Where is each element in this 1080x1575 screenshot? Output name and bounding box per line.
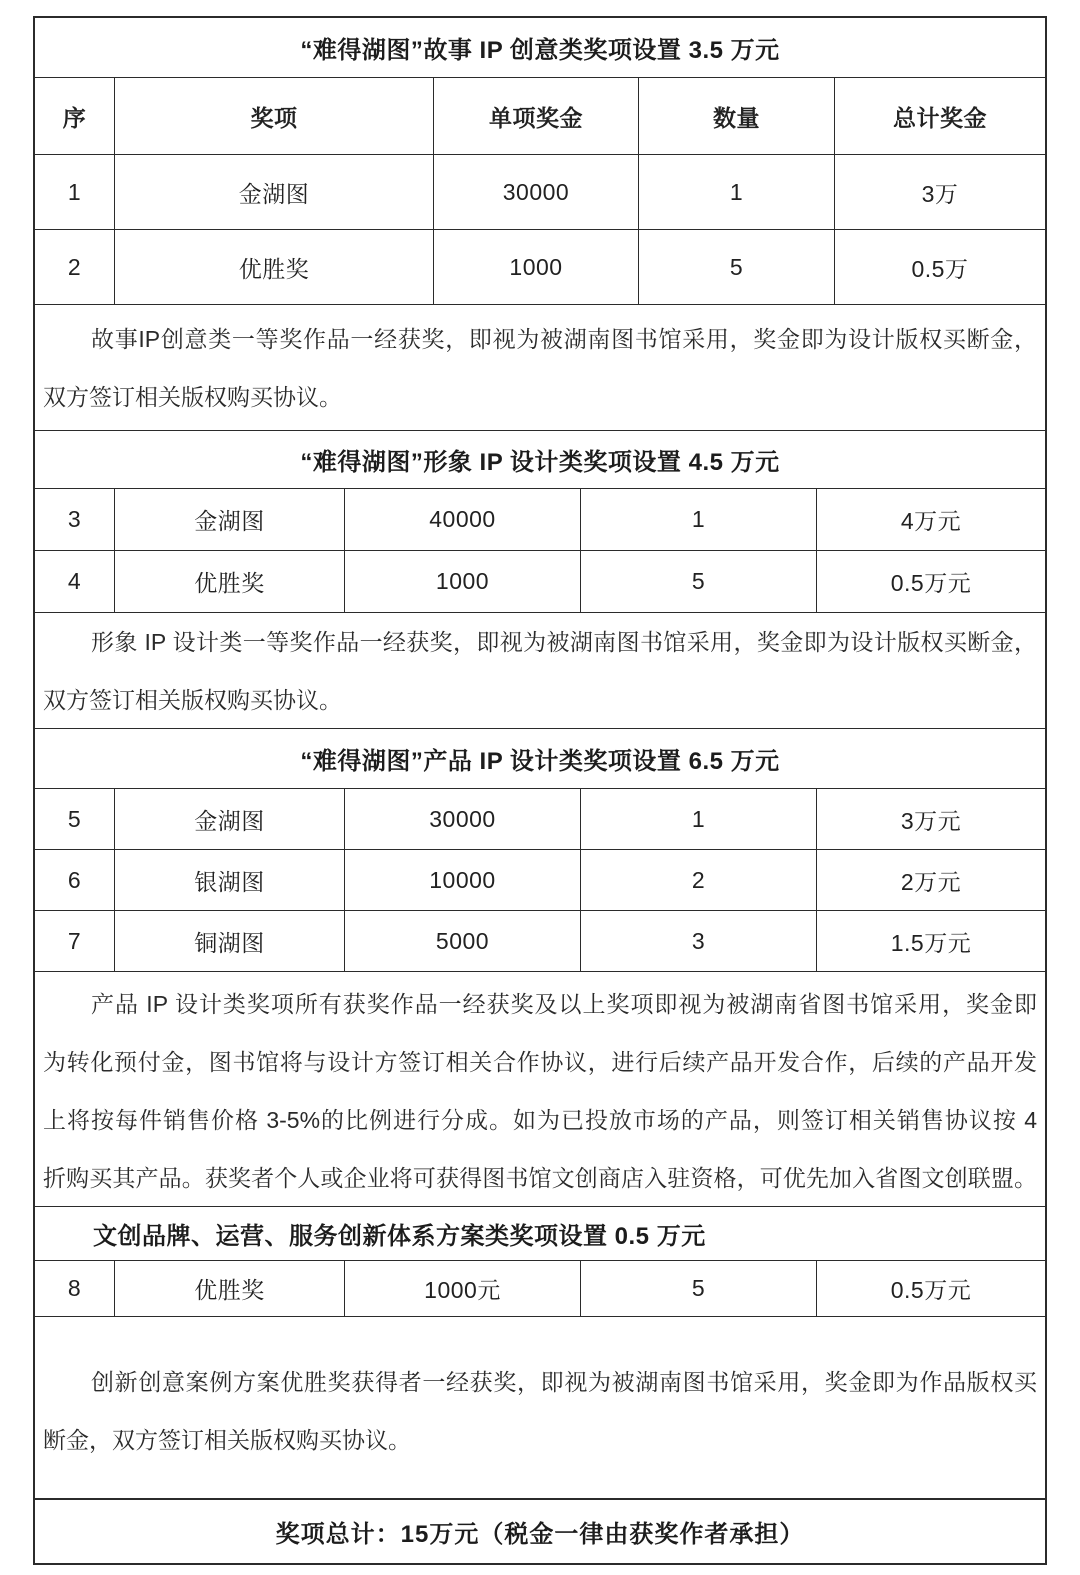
section-1-title-text: “难得湖图”故事 IP 创意类奖项设置 3.5 万元 <box>300 37 780 64</box>
table-cell: 优胜奖 <box>115 551 345 612</box>
table-cell: 金湖图 <box>115 789 345 849</box>
table-cell: 金湖图 <box>115 155 434 229</box>
table-row <box>35 788 1045 849</box>
table-cell: 0.5万元 <box>890 1277 972 1303</box>
header-cell-total-prize: 总计奖金 <box>893 104 987 131</box>
table-row <box>35 1260 1045 1316</box>
table-row <box>35 550 1045 612</box>
table-cell: 3 <box>35 489 115 550</box>
note-line: 断金，双方签订相关版权购买协议。 <box>43 1427 411 1453</box>
note-line: 折购买其产品。获奖者个人或企业将可获得图书馆文创商店入驻资格，可优先加入省图文创联盟。 <box>43 1165 1037 1191</box>
table-cell: 6 <box>35 850 115 910</box>
table-cell: 7 <box>35 911 115 971</box>
table-cell: 3万元 <box>900 807 962 834</box>
table-cell: 5 <box>35 789 115 849</box>
table-row <box>35 154 1045 229</box>
section-2-note <box>35 612 1045 728</box>
table-cell: 0.5万 <box>911 255 969 282</box>
note-line: 为转化预付金，图书馆将与设计方签订相关合作协议，进行后续产品开发合作，后续的产品开发 <box>43 1049 1037 1075</box>
table-cell: 优胜奖 <box>115 230 434 304</box>
note-line: 双方签订相关版权购买协议。 <box>43 687 342 713</box>
table-cell: 2 <box>35 230 115 304</box>
note-line: 双方签订相关版权购买协议。 <box>43 384 342 410</box>
table-cell: 1000 <box>434 230 639 304</box>
table-cell: 30000 <box>434 155 639 229</box>
note-line: 产品 IP 设计类奖项所有获奖作品一经获奖及以上奖项即视为被湖南省图书馆采用，奖金即 <box>91 991 1037 1017</box>
section-4-title-text: 文创品牌、运营、服务创新体系方案类奖项设置 0.5 万元 <box>93 1223 706 1250</box>
table-cell: 3万 <box>921 180 959 207</box>
table-cell: 1 <box>581 789 817 849</box>
table-cell: 银湖图 <box>115 850 345 910</box>
table-cell: 4万元 <box>900 508 962 534</box>
section-1-note <box>35 304 1045 430</box>
table-cell: 5000 <box>345 911 581 971</box>
table-row <box>35 910 1045 971</box>
section-4-title <box>35 1206 1045 1260</box>
section-1-title <box>35 18 1045 77</box>
table-cell: 3 <box>581 911 817 971</box>
table-cell: 8 <box>35 1261 115 1316</box>
total-text: 奖项总计：15万元（税金一律由获奖作者承担） <box>275 1521 805 1548</box>
note-line: 形象 IP 设计类一等奖作品一经获奖，即视为被湖南图书馆采用，奖金即为设计版权买断金， <box>91 629 1037 655</box>
table-cell: 5 <box>581 1261 817 1316</box>
table-cell: 5 <box>581 551 817 612</box>
table-cell: 30000 <box>345 789 581 849</box>
section-2-title <box>35 430 1045 488</box>
table-cell: 1000元 <box>345 1261 581 1316</box>
table-cell: 铜湖图 <box>115 911 345 971</box>
table-cell: 金湖图 <box>115 489 345 550</box>
section-4-note <box>35 1316 1045 1498</box>
section-3-title <box>35 728 1045 788</box>
table-cell: 1 <box>581 489 817 550</box>
table-cell: 5 <box>639 230 835 304</box>
table-cell: 4 <box>35 551 115 612</box>
section-3-note <box>35 971 1045 1206</box>
table-row <box>35 488 1045 550</box>
table-cell: 2万元 <box>900 868 962 895</box>
table-cell: 2 <box>581 850 817 910</box>
total-row <box>35 1498 1045 1563</box>
header-cell-quantity: 数量 <box>639 78 835 154</box>
table-cell: 1000 <box>345 551 581 612</box>
section-3-title-text: “难得湖图”产品 IP 设计类奖项设置 6.5 万元 <box>300 748 780 775</box>
table-cell: 1 <box>639 155 835 229</box>
header-cell-index: 序 <box>35 78 115 154</box>
award-table <box>33 16 1047 1565</box>
table-cell: 1 <box>35 155 115 229</box>
table-cell: 1.5万元 <box>890 929 972 956</box>
header-cell-award: 奖项 <box>115 78 434 154</box>
note-line: 故事IP创意类一等奖作品一经获奖，即视为被湖南图书馆采用，奖金即为设计版权买断金， <box>91 326 1037 352</box>
section-2-title-text: “难得湖图”形象 IP 设计类奖项设置 4.5 万元 <box>300 449 780 476</box>
table-row <box>35 229 1045 304</box>
header-cell-single-prize: 单项奖金 <box>434 78 639 154</box>
table-cell: 10000 <box>345 850 581 910</box>
table-cell: 0.5万元 <box>890 570 972 596</box>
table-header <box>35 77 1045 154</box>
note-line: 创新创意案例方案优胜奖获得者一经获奖，即视为被湖南图书馆采用，奖金即为作品版权买 <box>91 1369 1037 1395</box>
table-row <box>35 849 1045 910</box>
table-cell: 优胜奖 <box>115 1261 345 1316</box>
note-line: 上将按每件销售价格 3-5%的比例进行分成。如为已投放市场的产品，则签订相关销售协议按 4 <box>43 1107 1037 1133</box>
table-cell: 40000 <box>345 489 581 550</box>
